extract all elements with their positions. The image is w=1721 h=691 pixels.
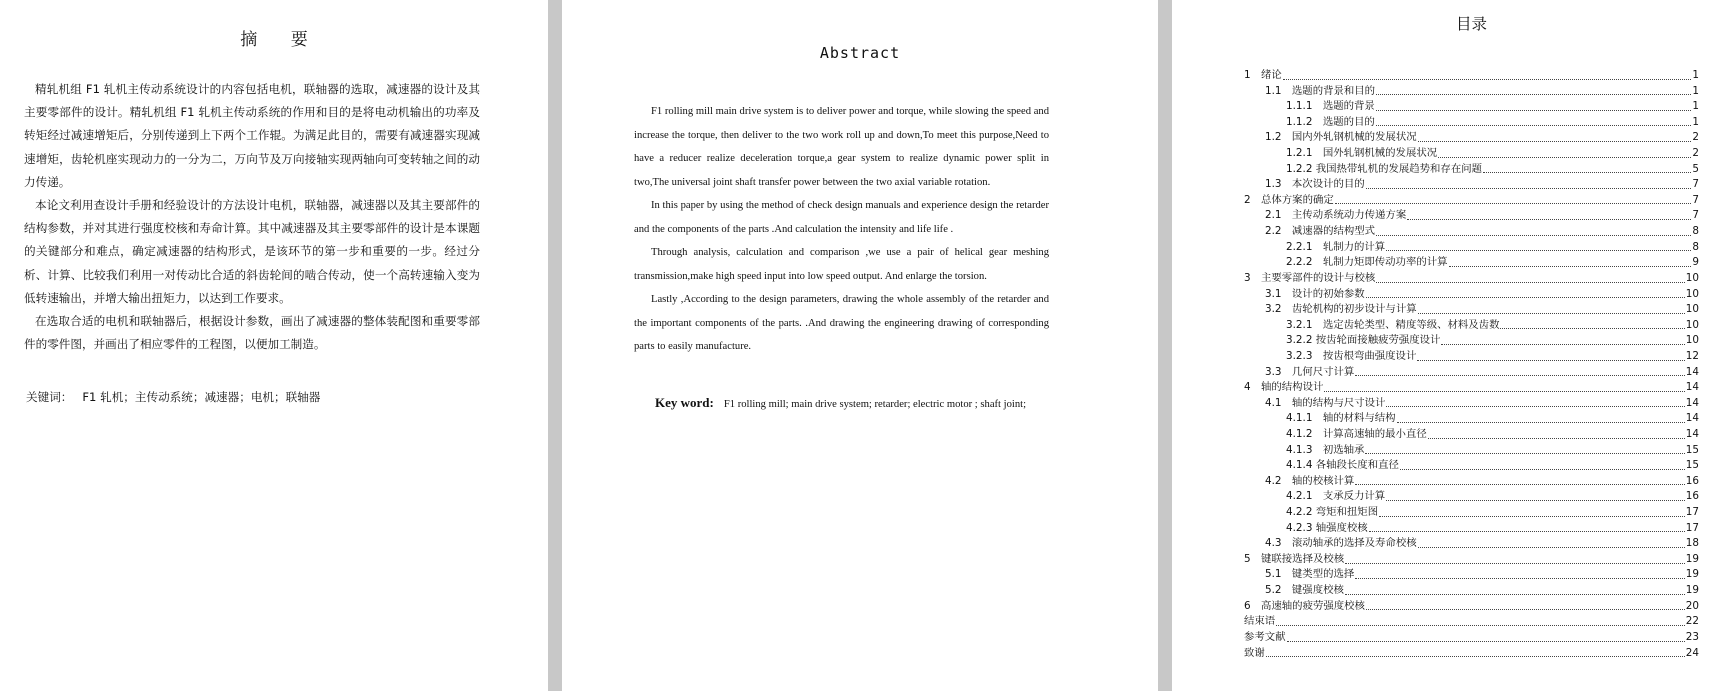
toc-entry-page: 16 [1685, 490, 1699, 503]
toc-dot-leader [1335, 203, 1692, 204]
toc-entry[interactable] [1244, 224, 1699, 240]
toc-entry-label: 4.1.1 轴的材料与结构 [1286, 412, 1396, 425]
toc-entry-label: 1.1 选题的背景和目的 [1265, 84, 1376, 97]
toc-dot-leader [1376, 110, 1692, 111]
toc-entry-label: 4.2.2 弯矩和扭矩图 [1286, 506, 1379, 519]
toc-entry-label: 1.1.1 选题的背景 [1286, 100, 1375, 113]
cn-keywords-label: 关键词： [26, 390, 73, 404]
toc-dot-leader [1376, 282, 1684, 283]
toc-entry[interactable] [1244, 255, 1699, 271]
toc-dot-leader [1283, 79, 1692, 80]
toc-dot-leader [1366, 297, 1685, 298]
toc-entry[interactable] [1244, 240, 1699, 256]
toc-entry-label: 1.2.2 我国热带轧机的发展趋势和存在问题 [1286, 162, 1482, 175]
toc-title: 目录 [1455, 15, 1487, 33]
toc-entry-page: 10 [1685, 318, 1699, 331]
toc-dot-leader [1418, 547, 1685, 548]
toc-entry-label: 参考文献 [1244, 630, 1286, 643]
toc-entry[interactable] [1244, 130, 1699, 146]
toc-entry-label: 3.2.3 按齿根弯曲强度设计 [1286, 349, 1417, 362]
toc-entry-label: 2.2 减速器的结构型式 [1265, 225, 1376, 238]
toc-entry-page: 7 [1692, 193, 1699, 206]
toc-entry-page: 1 [1692, 84, 1699, 97]
cn-abstract-title: 摘 要 [240, 30, 322, 50]
toc-dot-leader [1386, 500, 1685, 501]
toc-entry-page: 10 [1685, 334, 1699, 347]
toc-entry-page: 2 [1692, 147, 1699, 160]
toc-dot-leader [1379, 516, 1685, 517]
toc-dot-leader [1386, 406, 1684, 407]
toc-dot-leader [1355, 578, 1685, 579]
toc-entry[interactable] [1244, 583, 1699, 599]
toc-entry[interactable] [1244, 146, 1699, 162]
page-table-of-contents [1172, 0, 1721, 691]
toc-dot-leader [1397, 422, 1685, 423]
toc-entry-page: 1 [1692, 100, 1699, 113]
toc-entry[interactable] [1244, 84, 1699, 100]
toc-entry-label: 4.2.1 支承反力计算 [1286, 490, 1386, 503]
toc-entry[interactable] [1244, 443, 1699, 459]
toc-dot-leader [1400, 469, 1685, 470]
en-abstract-paragraph: Through analysis, calculation and comparison ,we use a pair of helical gear meshing transmission,make high speed input into low speed output. And enlarge the torsion. [634, 247, 1049, 282]
toc-entry-label: 3 主要零部件的设计与校核 [1244, 271, 1376, 284]
toc-dot-leader [1345, 563, 1685, 564]
toc-entry[interactable] [1244, 193, 1699, 209]
toc-entry-page: 10 [1685, 303, 1699, 316]
cn-abstract-body [24, 78, 480, 356]
toc-entry-page: 12 [1685, 349, 1699, 362]
toc-entry-page: 24 [1685, 646, 1699, 659]
toc-entry-page: 19 [1685, 584, 1699, 597]
toc-dot-leader [1287, 641, 1685, 642]
toc-entry[interactable] [1244, 287, 1699, 303]
toc-entry-page: 2 [1692, 131, 1699, 144]
toc-entry-label: 2.2.2 轧制力矩即传动功率的计算 [1286, 256, 1448, 269]
toc-entry[interactable] [1244, 411, 1699, 427]
toc-entry-label: 4.2 轴的校核计算 [1265, 474, 1355, 487]
toc-entry-label: 4.3 滚动轴承的选择及寿命校核 [1265, 537, 1417, 550]
toc-dot-leader [1266, 656, 1685, 657]
toc-entry[interactable] [1244, 505, 1699, 521]
toc-entry-page: 7 [1692, 178, 1699, 191]
toc-dot-leader [1366, 609, 1685, 610]
en-abstract-title: Abstract [819, 44, 901, 62]
toc-entry-page: 1 [1692, 68, 1699, 81]
toc-entry[interactable] [1244, 208, 1699, 224]
toc-list [1244, 68, 1699, 661]
toc-entry-label: 致谢 [1244, 646, 1265, 659]
toc-entry-label: 1 绪论 [1244, 68, 1282, 81]
cn-abstract-paragraph: 精轧机组 F1 轧机主传动系统设计的内容包括电机，联轴器的选取，减速器的设计及其主要零部件的设计。精轧机组 F1 轧机主传动系统的作用和目的是将电动机输出的功率及转矩经过减速增矩后，分别传递到上下两个工作辊。为满足此目的，需要有减速器实现减速增矩，齿轮机座实现动力的一分为二，万向节及万向接轴实现两轴向可变转轴之间的动力传递。 [24, 82, 480, 189]
toc-entry[interactable] [1244, 614, 1699, 630]
toc-dot-leader [1355, 484, 1685, 485]
toc-entry-label: 5.2 键强度校核 [1265, 584, 1344, 597]
toc-dot-leader [1418, 313, 1685, 314]
toc-entry-label: 3.2.2 按齿轮面接触疲劳强度设计 [1286, 334, 1441, 347]
toc-dot-leader [1438, 157, 1691, 158]
toc-entry-page: 16 [1685, 474, 1699, 487]
page-chinese-abstract [0, 0, 548, 691]
toc-entry-label: 4.1.4 各轴段长度和直径 [1286, 459, 1399, 472]
toc-entry-label: 6 高速轴的疲劳强度校核 [1244, 599, 1365, 612]
toc-dot-leader [1276, 625, 1685, 626]
toc-entry-label: 5 键联接选择及校核 [1244, 552, 1345, 565]
toc-entry[interactable] [1244, 115, 1699, 131]
toc-entry[interactable] [1244, 271, 1699, 287]
toc-entry-page: 8 [1692, 225, 1699, 238]
toc-dot-leader [1324, 391, 1684, 392]
toc-dot-leader [1449, 266, 1692, 267]
toc-entry-page: 1 [1692, 115, 1699, 128]
toc-entry-page: 10 [1685, 271, 1699, 284]
cn-keywords [26, 389, 330, 405]
toc-dot-leader [1407, 219, 1691, 220]
toc-entry-label: 3.2.1 选定齿轮类型、精度等级、材料及齿数 [1286, 318, 1500, 331]
toc-entry[interactable] [1244, 427, 1699, 443]
toc-entry[interactable] [1244, 599, 1699, 615]
toc-entry-page: 5 [1692, 162, 1699, 175]
cn-abstract-paragraph: 在选取合适的电机和联轴器后，根据设计参数，画出了减速器的整体装配图和重要零部件的零件图，并画出了相应零件的工程图，以便加工制造。 [24, 314, 480, 352]
toc-dot-leader [1428, 438, 1685, 439]
toc-dot-leader [1365, 453, 1684, 454]
toc-entry-page: 15 [1685, 459, 1699, 472]
toc-entry[interactable] [1244, 318, 1699, 334]
toc-entry-label: 4.1.2 计算高速轴的最小直径 [1286, 428, 1427, 440]
en-abstract-paragraph: F1 rolling mill main drive system is to deliver power and torque, while slowing the speed and increase the torque, then deliver to the two work roll up and down,To meet this purpose,Need to have a reducer realize deceleration torque,a gear system to realize dynamic power split in two,The universal joint shaft transfer power between the two axial variable rotation. [634, 106, 1049, 188]
toc-entry[interactable] [1244, 68, 1699, 84]
toc-entry-label: 3.1 设计的初始参数 [1265, 287, 1365, 300]
cn-abstract-paragraph: 本论文利用查设计手册和经验设计的方法设计电机，联轴器，减速器以及其主要部件的结构参数，并对其进行强度校核和寿命计算。其中减速器及其主要零部件的设计是本课题的关键部分和难点，确定减速器的结构形式，是该环节的第一步和重要的一步。经过分析、计算、比较我们利用一对传动比合适的斜齿轮间的啮合传动，使一个高转速输入变为低转速输出，并增大输出扭矩力，以达到工作要求。 [24, 198, 480, 305]
toc-dot-leader [1376, 125, 1692, 126]
toc-dot-leader [1366, 188, 1692, 189]
en-abstract-paragraph: In this paper by using the method of check design manuals and experience design the retarder and the components of the parts .And calculation the intensity and life life . [634, 200, 1049, 235]
toc-entry[interactable] [1244, 396, 1699, 412]
toc-entry[interactable] [1244, 536, 1699, 552]
toc-entry-label: 3.3 几何尺寸计算 [1265, 365, 1355, 378]
toc-entry-page: 14 [1685, 396, 1699, 409]
toc-entry-label: 2.1 主传动系统动力传递方案 [1265, 209, 1407, 222]
en-abstract-body [634, 100, 1049, 359]
toc-entry-page: 17 [1685, 506, 1699, 519]
toc-entry-page: 18 [1685, 537, 1699, 550]
toc-entry-label: 4.1.3 初选轴承 [1286, 443, 1365, 456]
toc-entry-page: 17 [1685, 521, 1699, 534]
toc-entry[interactable] [1244, 521, 1699, 537]
toc-entry-label: 结束语 [1244, 615, 1276, 628]
toc-dot-leader [1386, 250, 1691, 251]
toc-entry[interactable] [1244, 630, 1699, 646]
toc-dot-leader [1441, 344, 1684, 345]
toc-entry[interactable] [1244, 474, 1699, 490]
toc-entry-label: 1.2 国内外轧钢机械的发展状况 [1265, 131, 1417, 144]
toc-entry-page: 14 [1685, 381, 1699, 394]
toc-entry-page: 14 [1685, 412, 1699, 425]
toc-entry[interactable] [1244, 349, 1699, 365]
toc-entry[interactable] [1244, 177, 1699, 193]
cn-keywords-text: F1 轧机；主传动系统；减速器；电机；联轴器 [82, 390, 321, 404]
toc-entry-page: 20 [1685, 599, 1699, 612]
toc-dot-leader [1369, 531, 1685, 532]
toc-entry-label: 4.1 轴的结构与尺寸设计 [1265, 396, 1386, 409]
toc-entry[interactable] [1244, 302, 1699, 318]
toc-entry[interactable] [1244, 380, 1699, 396]
page-english-abstract [562, 0, 1158, 691]
toc-entry-page: 15 [1685, 443, 1699, 456]
toc-dot-leader [1483, 172, 1691, 173]
toc-entry[interactable] [1244, 568, 1699, 584]
toc-entry[interactable] [1244, 458, 1699, 474]
toc-entry-page: 14 [1685, 428, 1699, 440]
toc-entry-label: 2.2.1 轧制力的计算 [1286, 240, 1386, 253]
en-keywords [634, 390, 1049, 418]
toc-entry-label: 3.2 齿轮机构的初步设计与计算 [1265, 303, 1417, 316]
toc-entry-page: 22 [1685, 615, 1699, 628]
toc-entry-label: 4.2.3 轴强度校核 [1286, 521, 1368, 534]
toc-entry-page: 10 [1685, 287, 1699, 300]
toc-dot-leader [1355, 375, 1685, 376]
toc-entry-label: 1.3 本次设计的目的 [1265, 178, 1365, 191]
en-keywords-text: F1 rolling mill; main drive system; retarder; electric motor ; shaft joint; [723, 399, 1027, 410]
toc-dot-leader [1345, 594, 1685, 595]
toc-entry-page: 9 [1692, 256, 1699, 269]
toc-dot-leader [1500, 328, 1684, 329]
toc-entry[interactable] [1244, 552, 1699, 568]
toc-entry[interactable] [1244, 162, 1699, 178]
en-abstract-paragraph: Lastly ,According to the design parameters, drawing the whole assembly of the retarder and the important components of the parts. .And drawing the engineering drawing of corresponding parts to easily manufacture. [634, 294, 1049, 352]
toc-entry-label: 1.1.2 选题的目的 [1286, 115, 1375, 128]
toc-entry-page: 8 [1692, 240, 1699, 253]
toc-entry[interactable] [1244, 99, 1699, 115]
toc-entry[interactable] [1244, 365, 1699, 381]
toc-entry-label: 5.1 键类型的选择 [1265, 568, 1355, 581]
toc-entry-label: 4 轴的结构设计 [1244, 381, 1324, 394]
toc-entry[interactable] [1244, 646, 1699, 662]
toc-entry-page: 19 [1685, 568, 1699, 581]
toc-entry-page: 14 [1685, 365, 1699, 378]
toc-entry[interactable] [1244, 489, 1699, 505]
en-keywords-label: Key word: [655, 395, 714, 410]
toc-entry-label: 1.2.1 国外轧钢机械的发展状况 [1286, 147, 1438, 160]
toc-dot-leader [1418, 141, 1692, 142]
toc-entry-page: 7 [1692, 209, 1699, 222]
toc-entry[interactable] [1244, 333, 1699, 349]
toc-dot-leader [1376, 235, 1691, 236]
toc-dot-leader [1376, 94, 1691, 95]
toc-entry-page: 19 [1685, 552, 1699, 565]
toc-dot-leader [1417, 360, 1684, 361]
toc-entry-page: 23 [1685, 630, 1699, 643]
toc-entry-label: 2 总体方案的确定 [1244, 193, 1334, 206]
